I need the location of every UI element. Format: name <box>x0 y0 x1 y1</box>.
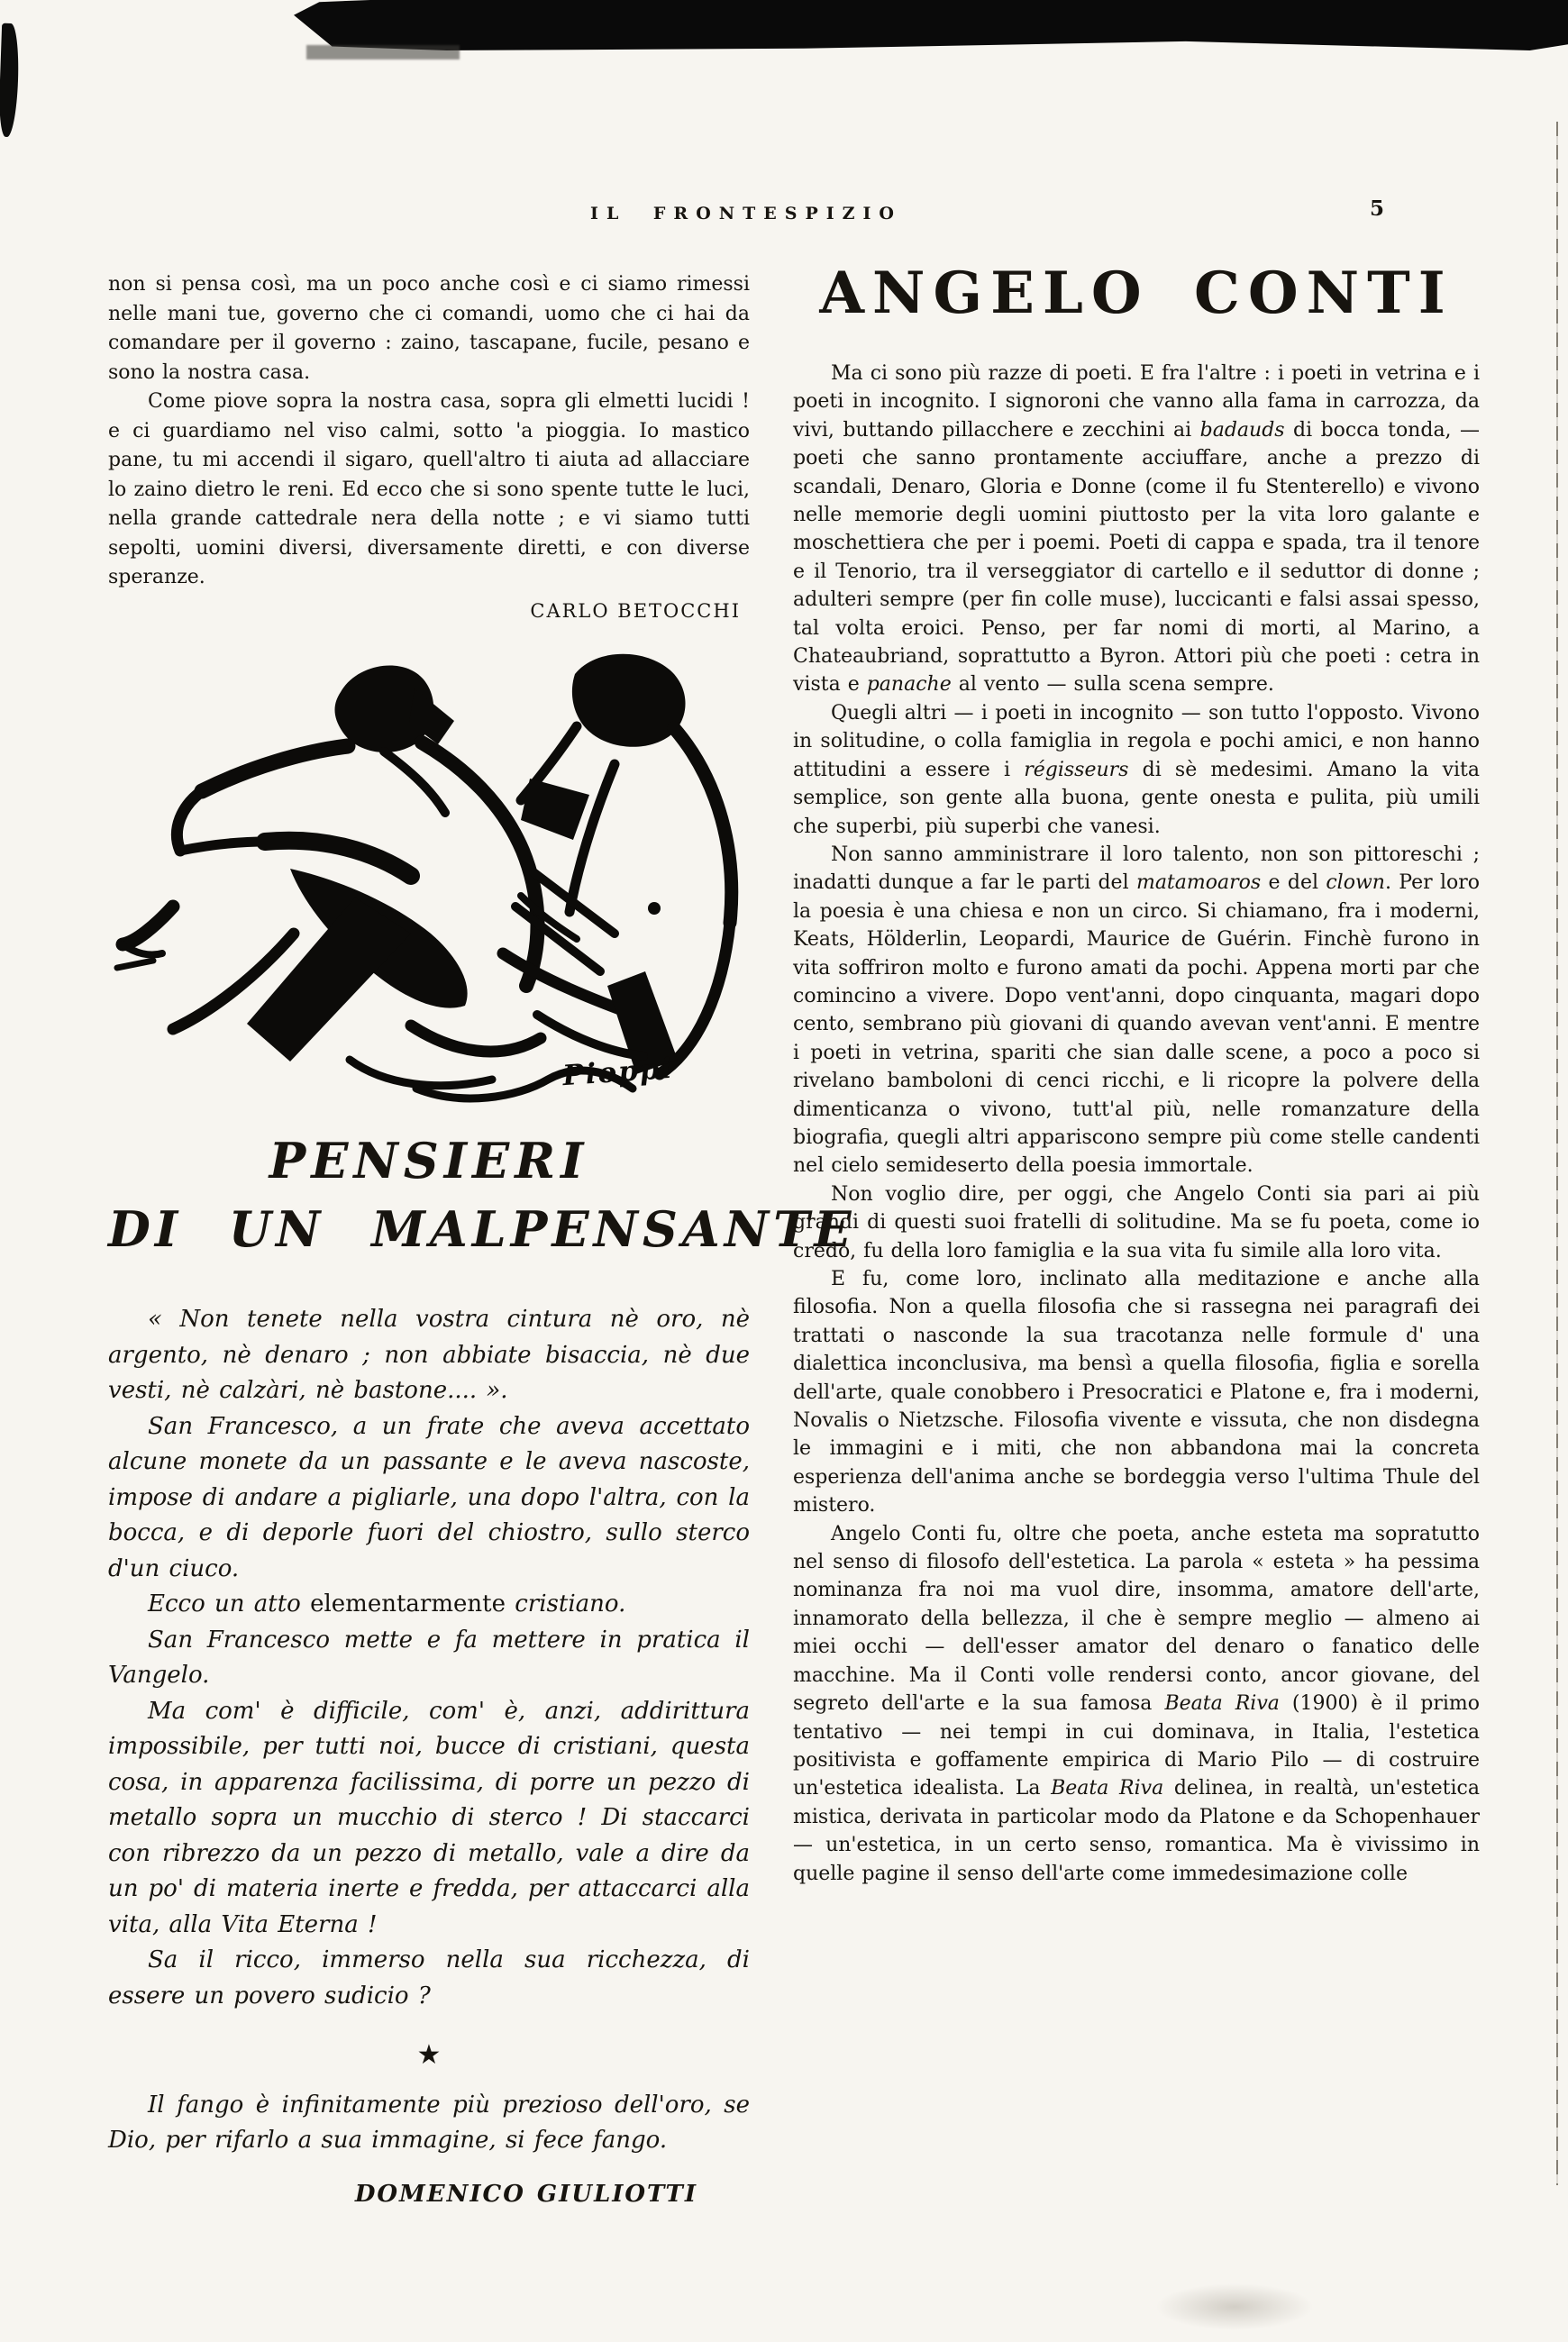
quote-paragraph: San Francesco, a un frate che aveva accettato alcune monete da un passante e le aveva nascoste, impose di andare a pigliarle, una dopo l'altra, con la bocca, e di deporle fuori del chiostro, sullo sterco d'un ciuco. <box>108 1412 750 1582</box>
article-paragraph: Non sanno amministrare il loro talento, non son pittoreschi ; inadatti dunque a far le parti del matamoaros e del clown. Per loro la poesia è una chiesa e non un circo. Si chiamano, fra i moderni, Keats, Hölderlin, Leopardi, Maurice de Guérin. Finchè furono in vita soffriron molto e furono amati da pochi. Appena morti par che comincino a vivere. Dopo vent'anni, dopo cinquanta, magari dopo cento, sembrano più giovani di quando avevan vent'anni. E mentre i poeti in vetrina, spariti che sian dalle scene, a poco a poco si rivelano bamboloni di cenci ricchi, e li ricopre la polvere della dimenticanza o vivono, tutt'al più, nelle romanzature della biografia, quegli altri appariscono sempre più come stelle candenti nel cielo semideserto della poesia immortale. <box>793 843 1481 1178</box>
drawing-artist-signature: Pioppi <box>561 1052 675 1093</box>
section-title-line1: PENSIERI <box>269 1132 589 1189</box>
ink-drawing <box>114 636 744 1123</box>
quote-paragraph: Sa il ricco, immerso nella sua ricchezza, di essere un povero sudicio ? <box>108 1946 750 2009</box>
scan-artifact-top-bar <box>294 0 1568 50</box>
article-paragraph: Come piove sopra la nostra casa, sopra gli elmetti lucidi ! e ci guardiamo nel viso calmi, sotto 'a pioggia. Io mastico pane, tu mi accendi il sigaro, quell'altro ti aiuta ad allacciare lo zaino dietro le reni. Ed ecco che si sono spente tutte le luci, nella grande cattedrale nera della notte ; e vi siamo tutti sepolti, uomini diversi, diversamente diretti, e con diverse speranze. <box>108 390 750 588</box>
article-paragraph: non si pensa così, ma un poco anche così e ci siamo rimessi nelle mani tue, governo che ci comandi, uomo che ci hai da comandare per il governo : zaino, tascapane, fucile, pesano e sono la nostra casa. <box>108 273 750 384</box>
scan-artifact-top-bar-fringe <box>306 45 460 59</box>
pensieri-text-block <box>108 1302 750 2212</box>
quote-paragraph: San Francesco mette e fa mettere in pratica il Vangelo. <box>108 1626 750 1689</box>
quote-paragraph: Ma com' è difficile, com' è, anzi, addirittura impossibile, per tutti noi, bucce di cristiani, questa cosa, in apparenza facilissima, di porre un pezzo di metallo sopra un mucchio di sterco ! Di staccarci con ribrezzo da un pezzo di metallo, vale a dire da un po' di materia inerte e fredda, per attaccarci alla vita, alla Vita Eterna ! <box>108 1697 750 1938</box>
article-paragraph: Angelo Conti fu, oltre che poeta, anche esteta ma sopratutto nel senso di filosofo dell'estetica. La parola « esteta » ha pessima nominanza fra noi ma vuol dire, insomma, amatore dell'arte, innamorato della bellezza, il che è sempre meglio — almeno ai miei occhi — dell'esser amator del denaro o fanatico delle macchine. Ma il Conti volle rendersi conto, ancor giovane, del segreto dell'arte e la sua famosa Beata Riva (1900) è il primo tentativo — nei tempi in cui dominava, in Italia, l'estetica positivista e goffamente empirica di Mario Pilo — di costruire un'estetica idealista. La Beata Riva delinea, in realtà, un'estetica mistica, derivata in particolar modo da Platone e da Schopenhauer — un'estetica, in un certo senso, romantica. Ma è vivissimo in quelle pagine il senso dell'arte come immedesimazione colle <box>793 1522 1480 1885</box>
closing-paragraph: Il fango è infinitamente più prezioso dell'oro, se Dio, per rifarlo a sua immagine, si fece fango. <box>108 2091 750 2154</box>
author-signature-giuliotti: DOMENICO GIULIOTTI <box>354 2180 697 2208</box>
article-paragraph: Non voglio dire, per oggi, che Angelo Conti sia pari ai più grandi di questi suoi fratelli di solitudine. Ma se fu poeta, come io credo, fu della loro famiglia e la sua vita fu simile alla loro vita. <box>793 1182 1480 1262</box>
author-signature-betocchi: CARLO BETOCCHI <box>530 599 741 622</box>
quote-paragraph: Ecco un atto elementarmente cristiano. <box>148 1590 626 1618</box>
star-divider-icon: ★ <box>416 2039 442 2071</box>
article-paragraph: E fu, come loro, inclinato alla meditazione e anche alla filosofia. Non a quella filosofia che si rassegna nei paragrafi dei trattati o nasconde la sua tracotanza nelle formule d' una dialettica inconclusiva, ma bensì a quella filosofia, figlia e sorella dell'arte, quale conobbero i Presocratici e Platone e, fra i moderni, Novalis o Nietzsche. Filosofia vivente e vissuta, che non disdegna le immagini e i miti, che non abbandona mai la concreta esperienza dell'anima anche se bordeggia verso l'ultima Thule del mistero. <box>793 1268 1480 1517</box>
section-title <box>108 1132 856 1258</box>
article-paragraph: Ma ci sono più razze di poeti. E fra l'altre : i poeti in vetrina e i poeti in incognito. I signoroni che vanno alla fama in carrozza, da vivi, buttando pillacchere e zecchini ai badauds di bocca tonda, — poeti che sanno prontamente acciuffare, anche a prezzo di scandali, Denaro, Gloria e Donne (come il fu Stenterello) e vivono nelle memorie degli uomini piuttosto per la vita loro galante e moschettiera che per i poemi. Poeti di cappa e spada, tra il tenore e il Tenorio, tra il verseggiator di cartello e il seduttor di donne ; adulteri sempre (per fin colle muse), luccicanti e falsi assai spesso, tal volta eroici. Penso, per far nomi di morti, al Marino, a Chateaubriand, soprattutto a Byron. Attori più che poeti : cetra in vista e panache al vento — sulla scena sempre. <box>793 362 1480 697</box>
ink-drawing-svg <box>114 636 744 1123</box>
scan-artifact-corner-mark <box>0 23 20 138</box>
scan-artifact-page-edge-line <box>1556 122 1558 2185</box>
scan-artifact-smudge <box>1155 2283 1314 2330</box>
page-number: 5 <box>1370 196 1385 221</box>
article-paragraph: Quegli altri — i poeti in incognito — son tutto l'opposto. Vivono in solitudine, o colla famiglia in regola e pochi amici, e non hanno attitudini a essere i régisseurs di sè medesimi. Amano la vita semplice, son gente alla buona, gente onesta e pulita, più umili che superbi, più superbi che vanesi. <box>793 701 1480 838</box>
quote-paragraph: « Non tenete nella vostra cintura nè oro, nè argento, nè denaro ; non abbiate bisaccia, nè due vesti, nè calzàri, nè bastone.... ». <box>108 1306 750 1404</box>
article-body <box>793 360 1480 1888</box>
right-column <box>793 260 1480 1888</box>
section-title-line2: DI UN MALPENSANTE <box>108 1200 856 1258</box>
running-header: IL FRONTESPIZIO <box>590 204 902 223</box>
left-column <box>108 270 750 622</box>
article-title: ANGELO CONTI <box>819 260 1454 327</box>
